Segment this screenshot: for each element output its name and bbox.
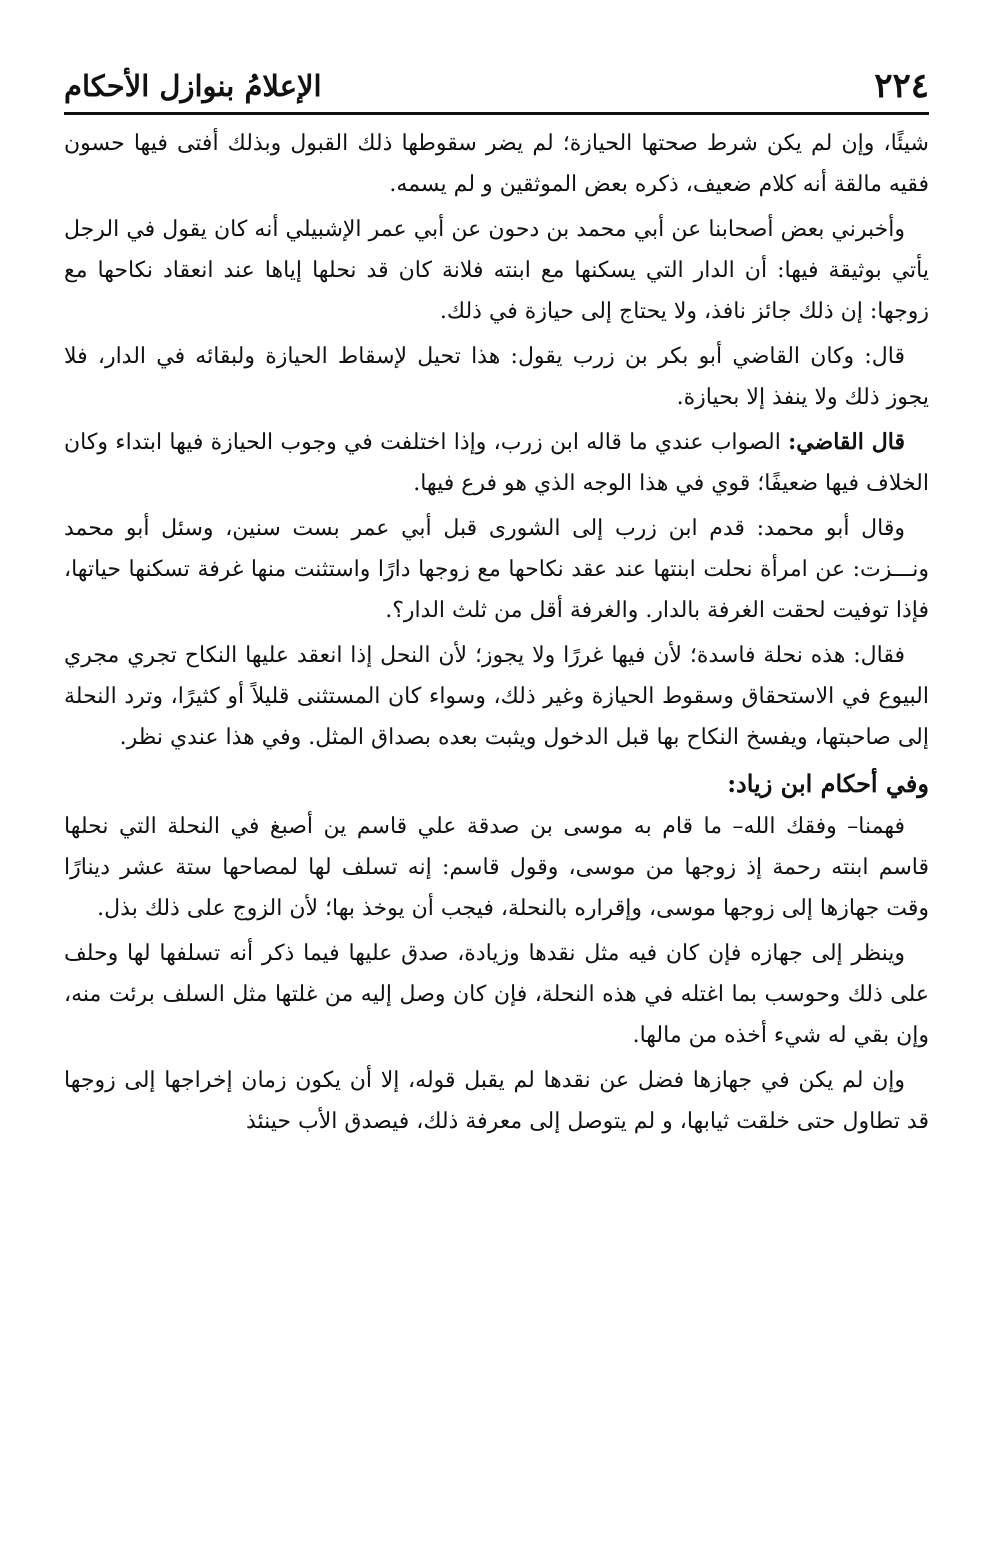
paragraph: فهمنا– وفقك الله– ما قام به موسى بن صدقة علي قاسم ين أصبغ في النحلة التي نحلها قاسم ابنته رحمة إذ زوجها من موسى، وقول قاسم: إنه تسلف لها لمصاحها ستة عشر دينارًا وقت جهازها إلى زوجها موسى، وإقراره بالنحلة، فيجب أن يوخذ بها؛ لأن الزوج على ذلك بذل. <box>64 814 929 921</box>
book-page <box>64 60 929 1547</box>
paragraph-lead: قال القاضي: <box>788 429 905 455</box>
paragraph-text: الصواب عندي ما قاله ابن زرب، وإذا اختلفت في وجوب الحيازة فيها ابتداء وكان الخلاف فيها ضعيفًا؛ قوي في هذا الوجه الذي هو فرع فيها. <box>64 430 929 496</box>
paragraph: شيئًا، وإن لم يكن شرط صحتها الحيازة؛ لم يضر سقوطها ذلك القبول وبذلك أفتى فيها حسون فقيه مالقة أنه كلام ضعيف، ذكره بعض الموثقين و لم يسمه. <box>64 131 929 197</box>
paragraph: وإن لم يكن في جهازها فضل عن نقدها لم يقبل قوله، إلا أن يكون زمان إخراجها إلى زوجها قد تطاول حتى خلقت ثيابها، و لم يتوصل إلى معرفة ذلك، فيصدق الأب حينئذ <box>64 1068 929 1134</box>
paragraph: وقال أبو محمد: قدم ابن زرب إلى الشورى قبل أبي عمر بست سنين، وسئل أبو محمد ونـــزت: عن امرأة نحلت ابنتها عند عقد نكاحها مع زوجها دارًا واستثنت منها غرفة تسكنها حياتها، فإذا توفيت لحقت الغرفة بالدار. والغرفة أقل من ثلث الدار؟. <box>64 516 929 623</box>
paragraph: قال: وكان القاضي أبو بكر بن زرب يقول: هذا تحيل لإسقاط الحيازة ولبقائه في الدار، فلا يجوز ذلك ولا ينفذ إلا بحيازة. <box>64 344 929 410</box>
section-heading: وفي أحكام ابن زياد: <box>727 769 929 798</box>
paragraph: فقال: هذه نحلة فاسدة؛ لأن فيها غررًا ولا يجوز؛ لأن النحل إذا انعقد عليها النكاح تجري مجري البيوع في الاستحقاق وسقوط الحيازة وغير ذلك، وسواء كان المستثنى قليلاً أو كثيرًا، وترد النحلة إلى صاحبتها، ويفسخ النكاح بها قبل الدخول ويثبت بعده بصداق المثل. وفي هذا عندي نظر. <box>64 643 929 750</box>
book-title: الإعلامُ بنوازل الأحكام <box>64 69 322 103</box>
paragraph: وأخبرني بعض أصحابنا عن أبي محمد بن دحون عن أبي عمر الإشبيلي أنه كان يقول في الرجل يأتي بوثيقة فيها: أن الدار التي يسكنها مع ابنته فلانة كان قد نحلها إياها عند انعقاد نكاحها مع زوجها: إن ذلك جائز نافذ، ولا يحتاج إلى حيازة في ذلك. <box>64 217 929 324</box>
paragraph: وينظر إلى جهازه فإن كان فيه مثل نقدها وزيادة، صدق عليها فيما ذكر أنه تسلفها لها وحلف على ذلك وحوسب بما اغتله في هذه النحلة، فإن كان وصل إليه من غلتها مثل السلف برئت منه، وإن بقي له شيء أخذه من مالها. <box>64 941 929 1048</box>
running-head <box>64 60 929 115</box>
paragraph <box>64 422 929 504</box>
page-number: ٢٢٤ <box>874 66 929 106</box>
body-text <box>64 115 929 1142</box>
